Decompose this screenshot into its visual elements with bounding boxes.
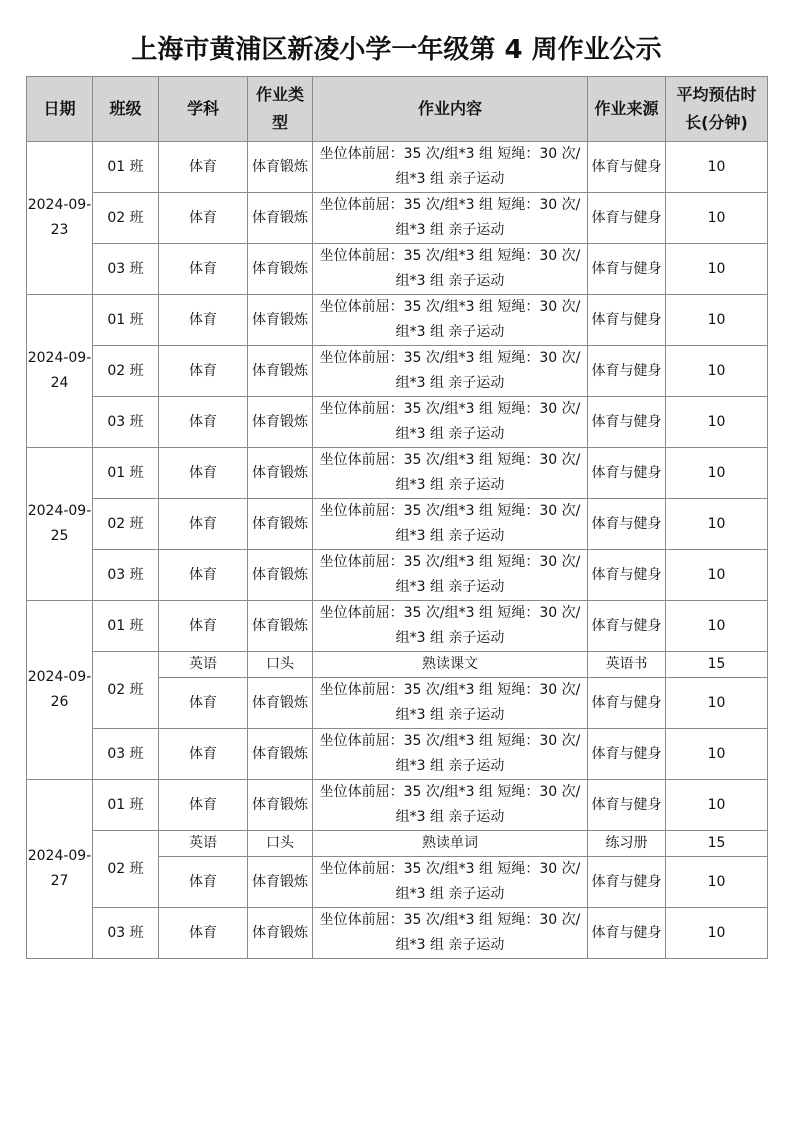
content-cell bbox=[313, 244, 588, 295]
header-type-line1: 作业类 bbox=[255, 85, 304, 104]
type-cell: 口头 bbox=[248, 652, 313, 678]
date-line1: 2024-09- bbox=[27, 197, 92, 213]
header-date: 日期 bbox=[27, 77, 93, 142]
content-cell bbox=[313, 142, 588, 193]
date-line1: 2024-09- bbox=[27, 669, 92, 685]
time-cell: 10 bbox=[666, 499, 768, 550]
source-cell: 体育与健身 bbox=[588, 397, 666, 448]
header-content: 作业内容 bbox=[313, 77, 588, 142]
table-row bbox=[27, 346, 768, 397]
time-cell: 10 bbox=[666, 448, 768, 499]
content-line2: 组*3 组 亲子运动 bbox=[395, 707, 505, 723]
subject-cell: 体育 bbox=[159, 499, 248, 550]
content-line1: 坐位体前屈：35 次/组*3 组 短绳：30 次/ bbox=[319, 146, 581, 162]
time-cell: 10 bbox=[666, 729, 768, 780]
date-line1: 2024-09- bbox=[27, 848, 92, 864]
content-cell bbox=[313, 397, 588, 448]
class-cell: 02 班 bbox=[93, 499, 159, 550]
content-cell bbox=[313, 908, 588, 959]
header-subject: 学科 bbox=[159, 77, 248, 142]
content-line2: 组*3 组 亲子运动 bbox=[395, 528, 505, 544]
date-line1: 2024-09- bbox=[27, 503, 92, 519]
table-row bbox=[27, 397, 768, 448]
table-row bbox=[27, 652, 768, 678]
type-cell: 体育锻炼 bbox=[248, 346, 313, 397]
time-cell: 10 bbox=[666, 244, 768, 295]
subject-cell: 体育 bbox=[159, 397, 248, 448]
subject-cell: 体育 bbox=[159, 678, 248, 729]
type-cell: 体育锻炼 bbox=[248, 244, 313, 295]
class-cell: 01 班 bbox=[93, 142, 159, 193]
content-line2: 组*3 组 亲子运动 bbox=[395, 758, 505, 774]
subject-cell: 体育 bbox=[159, 142, 248, 193]
type-cell: 体育锻炼 bbox=[248, 397, 313, 448]
table-row bbox=[27, 780, 768, 831]
header-type-line2: 型 bbox=[271, 113, 288, 132]
content-line1: 坐位体前屈：35 次/组*3 组 短绳：30 次/ bbox=[319, 861, 581, 877]
header-class: 班级 bbox=[93, 77, 159, 142]
subject-cell: 体育 bbox=[159, 295, 248, 346]
content-line1: 坐位体前屈：35 次/组*3 组 短绳：30 次/ bbox=[319, 912, 581, 928]
content-cell bbox=[313, 652, 588, 678]
class-cell: 02 班 bbox=[93, 652, 159, 729]
subject-cell: 体育 bbox=[159, 193, 248, 244]
source-cell: 体育与健身 bbox=[588, 601, 666, 652]
table-row bbox=[27, 729, 768, 780]
time-cell: 15 bbox=[666, 831, 768, 857]
table-row bbox=[27, 244, 768, 295]
content-line1: 熟读课文 bbox=[422, 656, 478, 672]
content-line2: 组*3 组 亲子运动 bbox=[395, 426, 505, 442]
class-cell: 02 班 bbox=[93, 831, 159, 908]
header-time bbox=[666, 77, 768, 142]
type-cell: 体育锻炼 bbox=[248, 601, 313, 652]
date-line2: 23 bbox=[50, 222, 69, 238]
content-line2: 组*3 组 亲子运动 bbox=[395, 222, 505, 238]
class-cell: 02 班 bbox=[93, 346, 159, 397]
content-line1: 坐位体前屈：35 次/组*3 组 短绳：30 次/ bbox=[319, 401, 581, 417]
content-cell bbox=[313, 857, 588, 908]
content-cell bbox=[313, 780, 588, 831]
time-cell: 10 bbox=[666, 346, 768, 397]
table-row bbox=[27, 295, 768, 346]
subject-cell: 体育 bbox=[159, 244, 248, 295]
time-cell: 10 bbox=[666, 678, 768, 729]
content-cell bbox=[313, 499, 588, 550]
source-cell: 体育与健身 bbox=[588, 448, 666, 499]
content-cell bbox=[313, 831, 588, 857]
content-line1: 坐位体前屈：35 次/组*3 组 短绳：30 次/ bbox=[319, 503, 581, 519]
content-line2: 组*3 组 亲子运动 bbox=[395, 324, 505, 340]
content-line2: 组*3 组 亲子运动 bbox=[395, 375, 505, 391]
date-line1: 2024-09- bbox=[27, 350, 92, 366]
type-cell: 体育锻炼 bbox=[248, 857, 313, 908]
source-cell: 体育与健身 bbox=[588, 142, 666, 193]
homework-table bbox=[26, 76, 768, 959]
class-cell: 01 班 bbox=[93, 448, 159, 499]
type-cell: 体育锻炼 bbox=[248, 550, 313, 601]
content-line1: 坐位体前屈：35 次/组*3 组 短绳：30 次/ bbox=[319, 350, 581, 366]
content-line1: 坐位体前屈：35 次/组*3 组 短绳：30 次/ bbox=[319, 784, 581, 800]
type-cell: 体育锻炼 bbox=[248, 295, 313, 346]
date-cell bbox=[27, 142, 93, 295]
type-cell: 口头 bbox=[248, 831, 313, 857]
type-cell: 体育锻炼 bbox=[248, 142, 313, 193]
source-cell: 体育与健身 bbox=[588, 244, 666, 295]
content-line2: 组*3 组 亲子运动 bbox=[395, 937, 505, 953]
table-row bbox=[27, 142, 768, 193]
source-cell: 体育与健身 bbox=[588, 780, 666, 831]
content-line2: 组*3 组 亲子运动 bbox=[395, 630, 505, 646]
content-line1: 熟读单词 bbox=[422, 835, 478, 851]
content-cell bbox=[313, 448, 588, 499]
date-line2: 24 bbox=[50, 375, 69, 391]
time-cell: 10 bbox=[666, 550, 768, 601]
header-source: 作业来源 bbox=[588, 77, 666, 142]
class-cell: 01 班 bbox=[93, 295, 159, 346]
content-line2: 组*3 组 亲子运动 bbox=[395, 477, 505, 493]
page-title: 上海市黄浦区新凌小学一年级第 4 周作业公示 bbox=[131, 35, 662, 65]
source-cell: 体育与健身 bbox=[588, 908, 666, 959]
time-cell: 10 bbox=[666, 908, 768, 959]
subject-cell: 体育 bbox=[159, 857, 248, 908]
source-cell: 英语书 bbox=[588, 652, 666, 678]
time-cell: 10 bbox=[666, 142, 768, 193]
content-cell bbox=[313, 295, 588, 346]
time-cell: 15 bbox=[666, 652, 768, 678]
content-line1: 坐位体前屈：35 次/组*3 组 短绳：30 次/ bbox=[319, 682, 581, 698]
class-cell: 03 班 bbox=[93, 729, 159, 780]
table-row bbox=[27, 550, 768, 601]
type-cell: 体育锻炼 bbox=[248, 499, 313, 550]
content-line2: 组*3 组 亲子运动 bbox=[395, 171, 505, 187]
source-cell: 练习册 bbox=[588, 831, 666, 857]
content-line2: 组*3 组 亲子运动 bbox=[395, 579, 505, 595]
time-cell: 10 bbox=[666, 295, 768, 346]
date-cell bbox=[27, 295, 93, 448]
content-cell bbox=[313, 550, 588, 601]
source-cell: 体育与健身 bbox=[588, 729, 666, 780]
content-line1: 坐位体前屈：35 次/组*3 组 短绳：30 次/ bbox=[319, 733, 581, 749]
date-cell bbox=[27, 448, 93, 601]
time-cell: 10 bbox=[666, 780, 768, 831]
content-line1: 坐位体前屈：35 次/组*3 组 短绳：30 次/ bbox=[319, 197, 581, 213]
content-cell bbox=[313, 193, 588, 244]
content-cell bbox=[313, 601, 588, 652]
content-line1: 坐位体前屈：35 次/组*3 组 短绳：30 次/ bbox=[319, 299, 581, 315]
source-cell: 体育与健身 bbox=[588, 295, 666, 346]
subject-cell: 体育 bbox=[159, 346, 248, 397]
class-cell: 03 班 bbox=[93, 397, 159, 448]
subject-cell: 英语 bbox=[159, 831, 248, 857]
source-cell: 体育与健身 bbox=[588, 346, 666, 397]
time-cell: 10 bbox=[666, 857, 768, 908]
subject-cell: 体育 bbox=[159, 550, 248, 601]
date-cell bbox=[27, 601, 93, 780]
subject-cell: 体育 bbox=[159, 601, 248, 652]
time-cell: 10 bbox=[666, 397, 768, 448]
content-line1: 坐位体前屈：35 次/组*3 组 短绳：30 次/ bbox=[319, 248, 581, 264]
header-type bbox=[248, 77, 313, 142]
header-time-line2: 长(分钟) bbox=[685, 113, 748, 132]
class-cell: 03 班 bbox=[93, 550, 159, 601]
header-time-line1: 平均预估时 bbox=[676, 85, 757, 104]
content-cell bbox=[313, 729, 588, 780]
source-cell: 体育与健身 bbox=[588, 857, 666, 908]
time-cell: 10 bbox=[666, 601, 768, 652]
type-cell: 体育锻炼 bbox=[248, 908, 313, 959]
date-line2: 27 bbox=[50, 873, 69, 889]
date-line2: 25 bbox=[50, 528, 69, 544]
content-line2: 组*3 组 亲子运动 bbox=[395, 886, 505, 902]
subject-cell: 体育 bbox=[159, 729, 248, 780]
subject-cell: 体育 bbox=[159, 448, 248, 499]
table-row bbox=[27, 601, 768, 652]
content-line1: 坐位体前屈：35 次/组*3 组 短绳：30 次/ bbox=[319, 554, 581, 570]
time-cell: 10 bbox=[666, 193, 768, 244]
type-cell: 体育锻炼 bbox=[248, 729, 313, 780]
type-cell: 体育锻炼 bbox=[248, 780, 313, 831]
table-row bbox=[27, 499, 768, 550]
type-cell: 体育锻炼 bbox=[248, 193, 313, 244]
subject-cell: 英语 bbox=[159, 652, 248, 678]
date-line2: 26 bbox=[50, 694, 69, 710]
class-cell: 01 班 bbox=[93, 780, 159, 831]
table-row bbox=[27, 908, 768, 959]
class-cell: 03 班 bbox=[93, 908, 159, 959]
type-cell: 体育锻炼 bbox=[248, 678, 313, 729]
content-line1: 坐位体前屈：35 次/组*3 组 短绳：30 次/ bbox=[319, 452, 581, 468]
source-cell: 体育与健身 bbox=[588, 499, 666, 550]
class-cell: 02 班 bbox=[93, 193, 159, 244]
table-row bbox=[27, 448, 768, 499]
content-line2: 组*3 组 亲子运动 bbox=[395, 273, 505, 289]
table-header bbox=[27, 77, 768, 142]
source-cell: 体育与健身 bbox=[588, 193, 666, 244]
source-cell: 体育与健身 bbox=[588, 550, 666, 601]
content-line1: 坐位体前屈：35 次/组*3 组 短绳：30 次/ bbox=[319, 605, 581, 621]
table-row bbox=[27, 193, 768, 244]
content-cell bbox=[313, 346, 588, 397]
class-cell: 01 班 bbox=[93, 601, 159, 652]
content-cell bbox=[313, 678, 588, 729]
table-row bbox=[27, 831, 768, 857]
date-cell bbox=[27, 780, 93, 959]
subject-cell: 体育 bbox=[159, 780, 248, 831]
class-cell: 03 班 bbox=[93, 244, 159, 295]
content-line2: 组*3 组 亲子运动 bbox=[395, 809, 505, 825]
source-cell: 体育与健身 bbox=[588, 678, 666, 729]
type-cell: 体育锻炼 bbox=[248, 448, 313, 499]
subject-cell: 体育 bbox=[159, 908, 248, 959]
